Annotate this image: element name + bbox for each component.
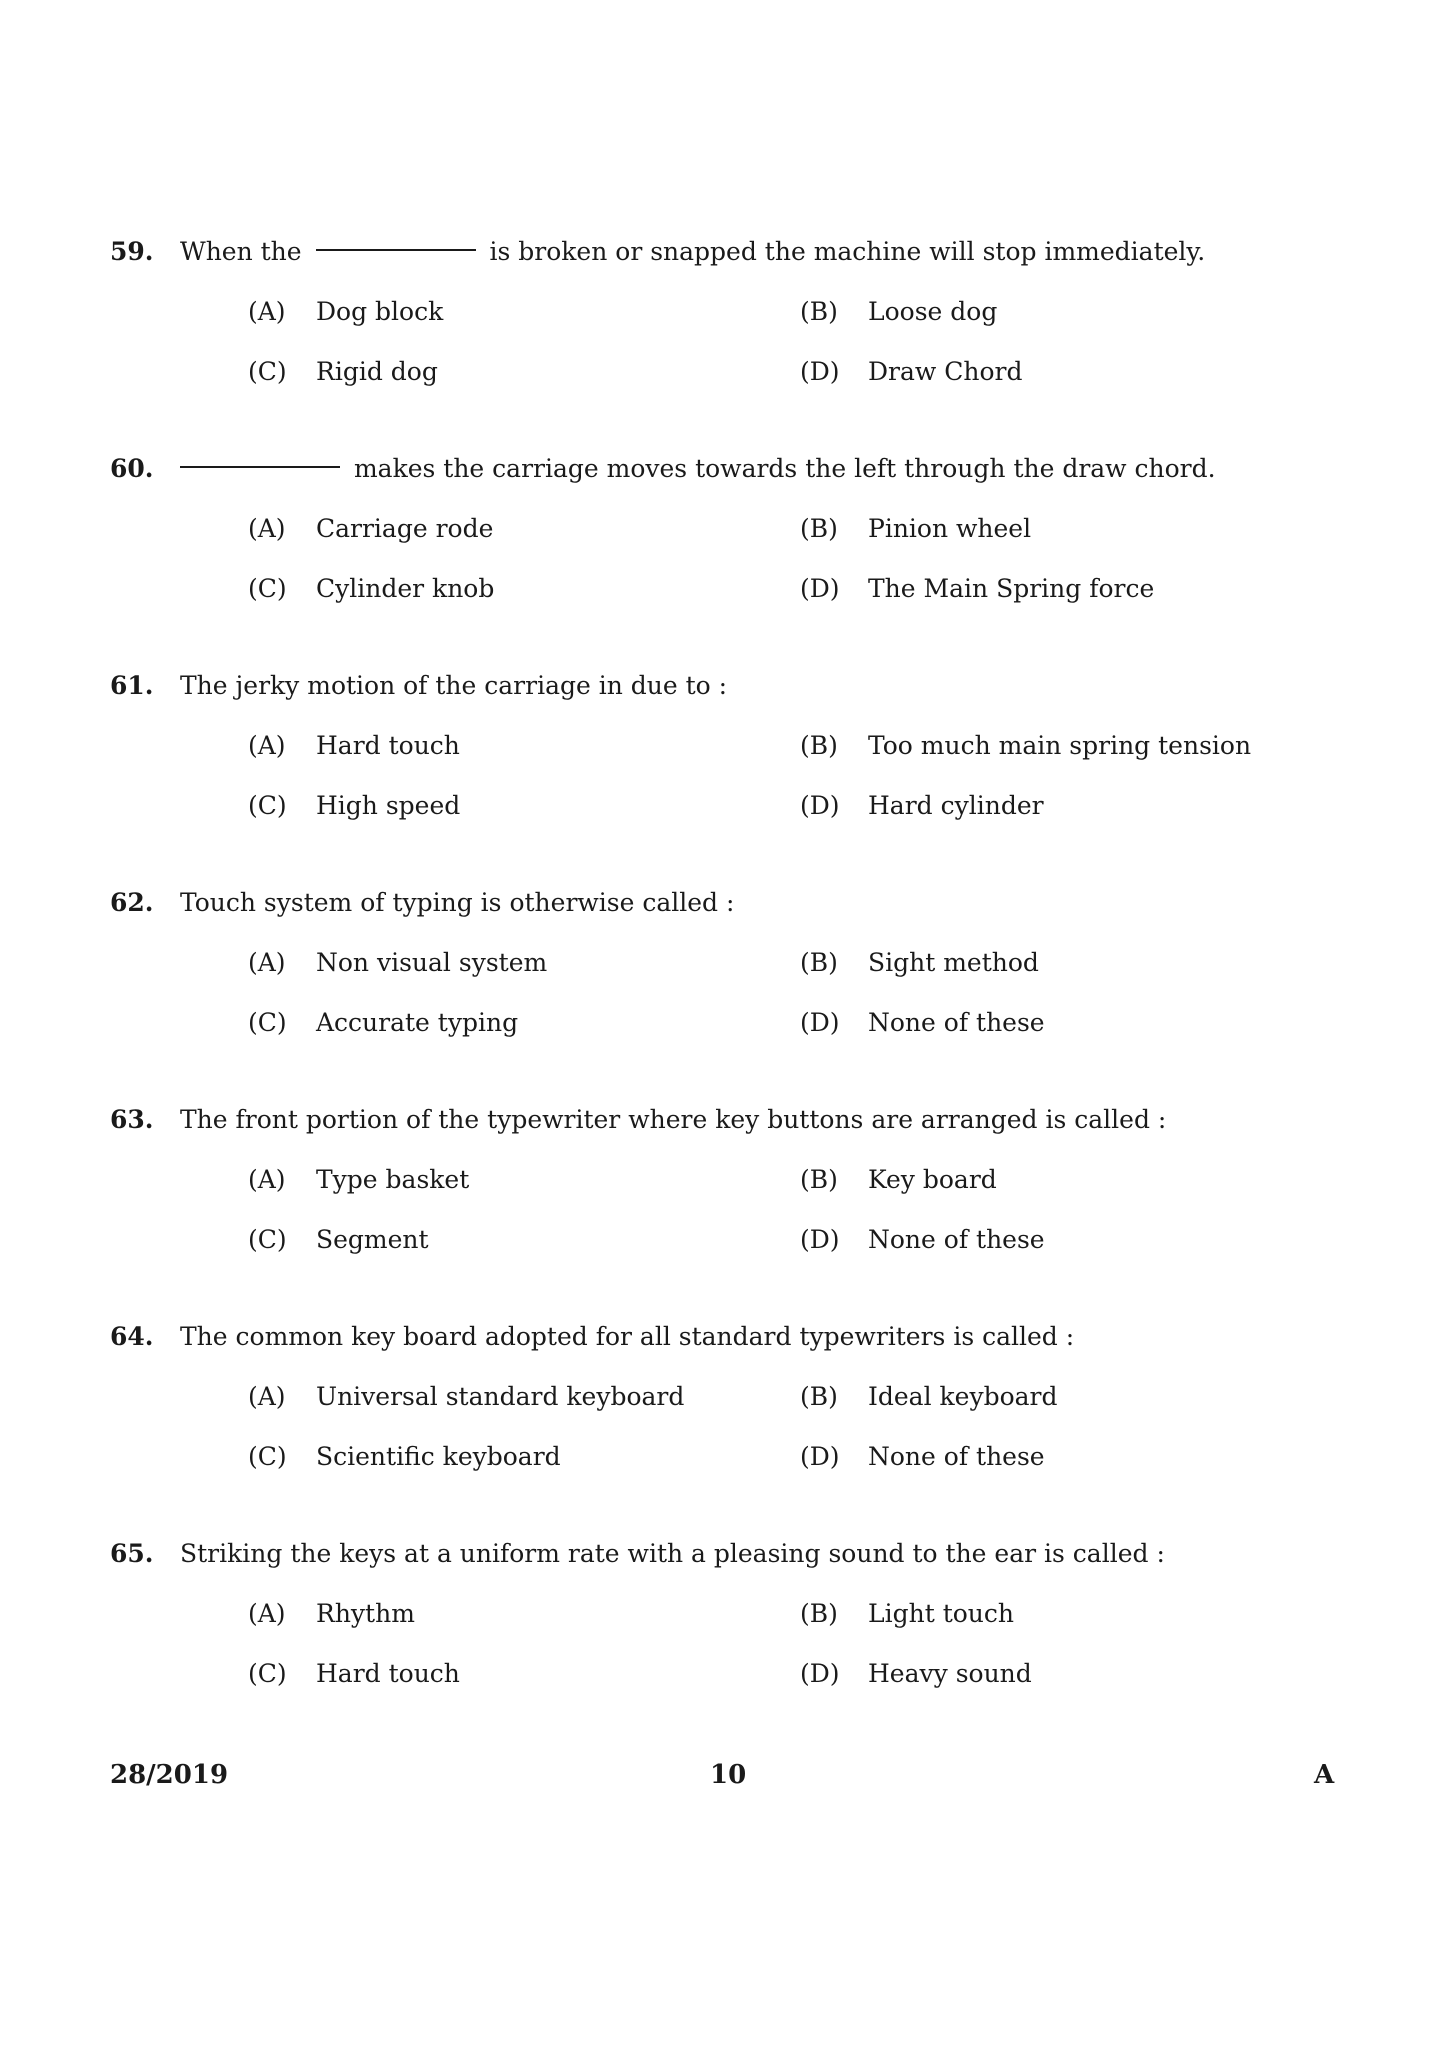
option-letter: (B) [800,948,838,977]
option-letter: (C) [248,1008,287,1037]
option-letter: (B) [800,514,838,543]
question-text: The front portion of the typewriter where key buttons are arranged is called : [180,1105,1167,1134]
option-letter: (D) [800,1659,840,1688]
option-text: Non visual system [316,948,548,977]
question-63 [110,1100,1340,1260]
option-letter: (A) [248,731,286,760]
option-letter: (D) [800,1008,840,1037]
option-text: Universal standard keyboard [316,1382,685,1411]
option-letter: (C) [248,791,287,820]
question-65 [110,1534,1340,1694]
option-letter: (A) [248,1599,286,1628]
question-text: Striking the keys at a uniform rate with a pleasing sound to the ear is called : [180,1539,1165,1568]
option-letter: (B) [800,297,838,326]
option-text: Heavy sound [868,1659,1032,1688]
question-number: 62. [110,888,154,917]
question-number: 61. [110,671,154,700]
answer-blank [180,466,340,468]
question-64 [110,1317,1340,1477]
question-number: 64. [110,1322,154,1351]
option-letter: (A) [248,297,286,326]
option-letter: (A) [248,1382,286,1411]
option-letter: (A) [248,948,286,977]
option-text: Hard cylinder [868,791,1044,820]
question-61 [110,666,1340,826]
option-text: Sight method [868,948,1039,977]
option-letter: (C) [248,574,287,603]
option-text: Pinion wheel [868,514,1032,543]
option-letter: (D) [800,357,840,386]
option-letter: (C) [248,1659,287,1688]
option-text: Hard touch [316,1659,460,1688]
option-text: Accurate typing [316,1008,519,1037]
option-letter: (C) [248,1225,287,1254]
option-letter: (B) [800,1165,838,1194]
option-letter: (A) [248,1165,286,1194]
option-text: None of these [868,1008,1045,1037]
question-number: 65. [110,1539,154,1568]
option-text: Dog block [316,297,444,326]
option-letter: (D) [800,1442,840,1471]
option-text: Too much main spring tension [868,731,1252,760]
question-number: 63. [110,1105,154,1134]
option-letter: (D) [800,574,840,603]
option-text: Light touch [868,1599,1014,1628]
answer-blank [316,249,476,251]
option-text: Hard touch [316,731,460,760]
question-59 [110,232,1340,392]
question-text: The common key board adopted for all standard typewriters is called : [180,1322,1075,1351]
option-text: None of these [868,1442,1045,1471]
option-text: Ideal keyboard [868,1382,1058,1411]
question-text: Touch system of typing is otherwise called : [180,888,735,917]
series-letter: A [1314,1760,1335,1790]
option-text: Draw Chord [868,357,1023,386]
option-text: Type basket [316,1165,470,1194]
question-text: The jerky motion of the carriage in due to : [180,671,728,700]
option-text: Loose dog [868,297,998,326]
option-text: Carriage rode [316,514,494,543]
option-text: Segment [316,1225,429,1254]
option-letter: (B) [800,1382,838,1411]
option-letter: (B) [800,1599,838,1628]
page-number: 10 [710,1760,747,1790]
question-number: 59. [110,237,154,266]
page-footer [0,1755,1447,1795]
question-text: makes the carriage moves towards the left through the draw chord. [180,449,1216,489]
option-text: High speed [316,791,461,820]
question-60 [110,449,1340,609]
question-text: When the is broken or snapped the machine will stop immediately. [180,237,1206,266]
exam-code: 28/2019 [110,1760,229,1790]
option-text: Rhythm [316,1599,415,1628]
option-letter: (D) [800,1225,840,1254]
option-letter: (B) [800,731,838,760]
option-text: Scientific keyboard [316,1442,561,1471]
option-letter: (A) [248,514,286,543]
option-letter: (D) [800,791,840,820]
option-letter: (C) [248,357,287,386]
question-62 [110,883,1340,1043]
option-text: None of these [868,1225,1045,1254]
option-text: Rigid dog [316,357,438,386]
option-letter: (C) [248,1442,287,1471]
option-text: Key board [868,1165,997,1194]
option-text: Cylinder knob [316,574,495,603]
question-number: 60. [110,454,154,483]
option-text: The Main Spring force [868,574,1155,603]
